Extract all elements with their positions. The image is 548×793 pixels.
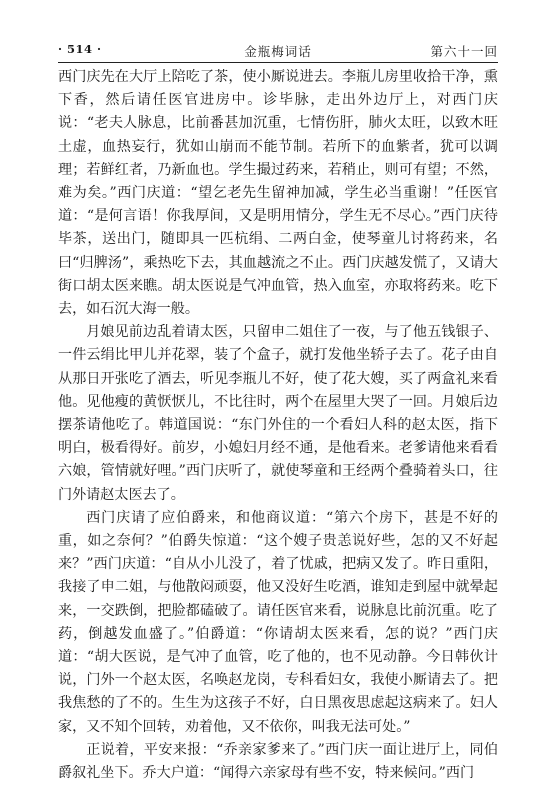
paragraph: 西门庆请了应伯爵来，和他商议道：“第六个房下，甚是不好的重，如之奈何？”伯爵失惊道：“这个嫂子贵恙说好些，怎的又不好起来？”西门庆道：“自从小儿没了，着了忧戚，把病又发了。昨日重阳，我接了申二姐，与他散闷顽耍，他又没好生吃酒，谁知走到屋中就晕起来，一交跌倒，把脸都磕破了。请任医官来看，说脉息比前沉重。吃了药，倒越发血盛了。”伯爵道：“你请胡太医来看，怎的说？”西门庆道：“胡大医说，是气冲了血管，吃了他的，也不见动静。今日韩伙计说，门外一个赵太医，名唤赵龙岗，专科看妇女，我使小厮请去了。把我焦愁的了不的。生生为这孩子不好，白日黑夜思虑起这病来了。妇人家，又不知个回转，劝着他，又不依你，叫我无法可处。” [58,509,498,735]
text-body [58,66,498,785]
chapter-title: 第六十一回 [430,44,498,59]
book-title: 金瓶梅词话 [244,44,312,59]
paragraph: 正说着，平安来报：“乔亲家爹来了。”西门庆一面让进厅上，同伯爵叙礼坐下。乔大户道：“闻得六亲家母有些不安，特来候问。”西门 [58,741,498,782]
page-header [58,42,498,60]
paragraph: 西门庆先在大厅上陪吃了茶，使小厮说进去。李瓶儿房里收拾干净，熏下香，然后请任医官进房中。诊毕脉，走出外边厅上，对西门庆说：“老夫人脉息，比前番甚加沉重，七情伤肝，肺火太旺，以致木旺土虚，血热妄行，犹如山崩而不能节制。若所下的血紫者，犹可以调理；若鲜红者，乃新血也。学生撮过药来，若稍止，则可有望；不然，难为矣。”西门庆道：“望乞老先生留神加减，学生必当重谢！”任医官道：“是何言语！你我厚间，又是明用情分，学生无不尽心。”西门庆待毕茶，送出门，随即具一匹杭绢、二两白金，使琴童儿讨将药来，名曰“归脾汤”，乘热吃下去，其血越流之不止。西门庆越发慌了，又请大街口胡太医来瞧。胡太医说是气冲血管，热入血室，亦取将药来。吃下去，如石沉大海一般。 [58,69,498,318]
page-number: · 514 · [58,42,102,56]
header-rule [58,62,498,63]
paragraph: 月娘见前边乱着请太医，只留申二姐住了一夜，与了他五钱银子、一件云绢比甲儿并花翠，装了个盒子，就打发他坐轿子去了。花子由自从那日开张吃了酒去，听见李瓶儿不好，使了花大嫂，买了两盒礼来看他。见他瘦的黄恹恹儿，不比往时，两个在屋里大哭了一回。月娘后边摆茶请他吃了。韩道国说：“东门外住的一个看妇人科的赵太医，指下明白，极看得好。前岁，小媳妇月经不通，是他看来。老爹请他来看看六娘，管情就好哩。”西门庆听了，就使琴童和王经两个叠骑着头口，往门外请赵太医去了。 [58,324,498,503]
